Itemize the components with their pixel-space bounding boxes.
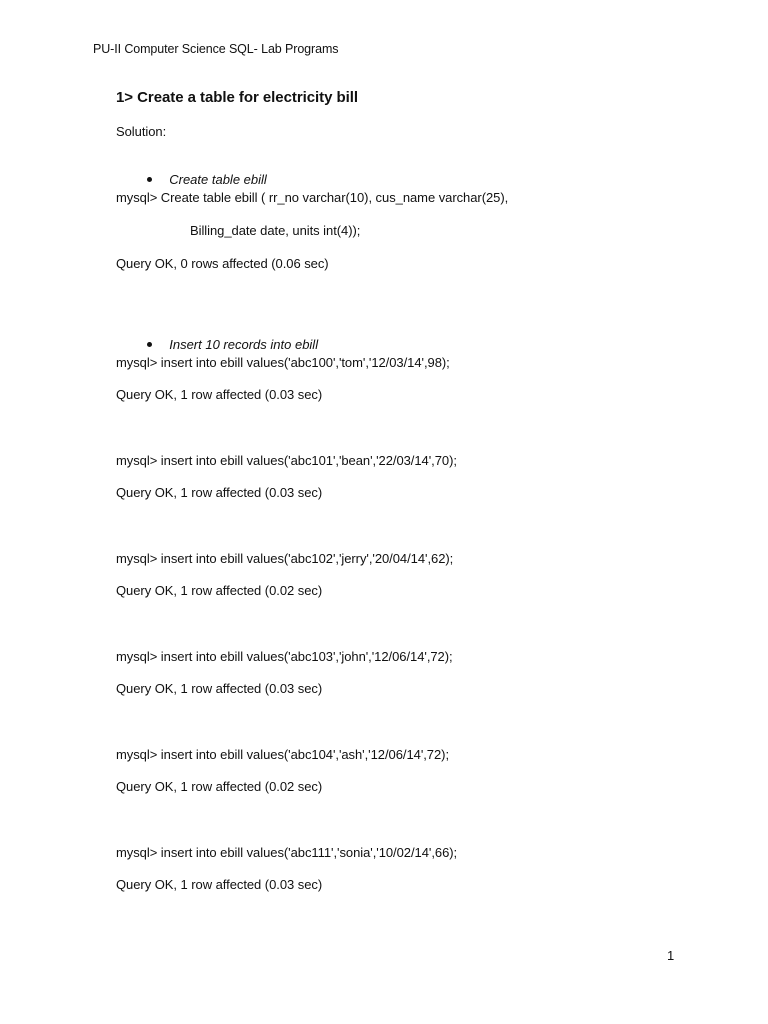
page-number: 1 (667, 948, 675, 963)
bullet-label: Insert 10 records into ebill (169, 337, 319, 352)
insert-result-2: Query OK, 1 row affected (0.03 sec) (116, 485, 323, 500)
insert-result-6: Query OK, 1 row affected (0.03 sec) (116, 877, 323, 892)
insert-result-4: Query OK, 1 row affected (0.03 sec) (116, 681, 323, 696)
bullet-icon (147, 177, 152, 182)
section-heading: 1> Create a table for electricity bill (116, 89, 358, 106)
bullet-icon (147, 342, 152, 347)
bullet-label: Create table ebill (169, 172, 267, 187)
insert-result-5: Query OK, 1 row affected (0.02 sec) (116, 779, 323, 794)
insert-command-2: mysql> insert into ebill values('abc101','bean','22/03/14',70); (116, 453, 457, 468)
insert-command-1: mysql> insert into ebill values('abc100','tom','12/03/14',98); (116, 355, 450, 370)
bullet-insert-records (140, 322, 318, 352)
insert-command-3: mysql> insert into ebill values('abc102','jerry','20/04/14',62); (116, 551, 454, 566)
insert-command-6: mysql> insert into ebill values('abc111','sonia','10/02/14',66); (116, 845, 458, 860)
insert-command-5: mysql> insert into ebill values('abc104','ash','12/06/14',72); (116, 747, 450, 762)
running-header: PU-II Computer Science SQL- Lab Programs (93, 42, 339, 56)
insert-result-1: Query OK, 1 row affected (0.03 sec) (116, 387, 323, 402)
bullet-create-table (140, 157, 267, 187)
create-result: Query OK, 0 rows affected (0.06 sec) (116, 256, 329, 271)
insert-command-4: mysql> insert into ebill values('abc103','john','12/06/14',72); (116, 649, 453, 664)
create-command-line-1: mysql> Create table ebill ( rr_no varchar(10), cus_name varchar(25), (116, 190, 509, 205)
solution-label: Solution: (116, 124, 167, 139)
create-command-line-2: Billing_date date, units int(4)); (190, 223, 361, 238)
insert-result-3: Query OK, 1 row affected (0.02 sec) (116, 583, 323, 598)
